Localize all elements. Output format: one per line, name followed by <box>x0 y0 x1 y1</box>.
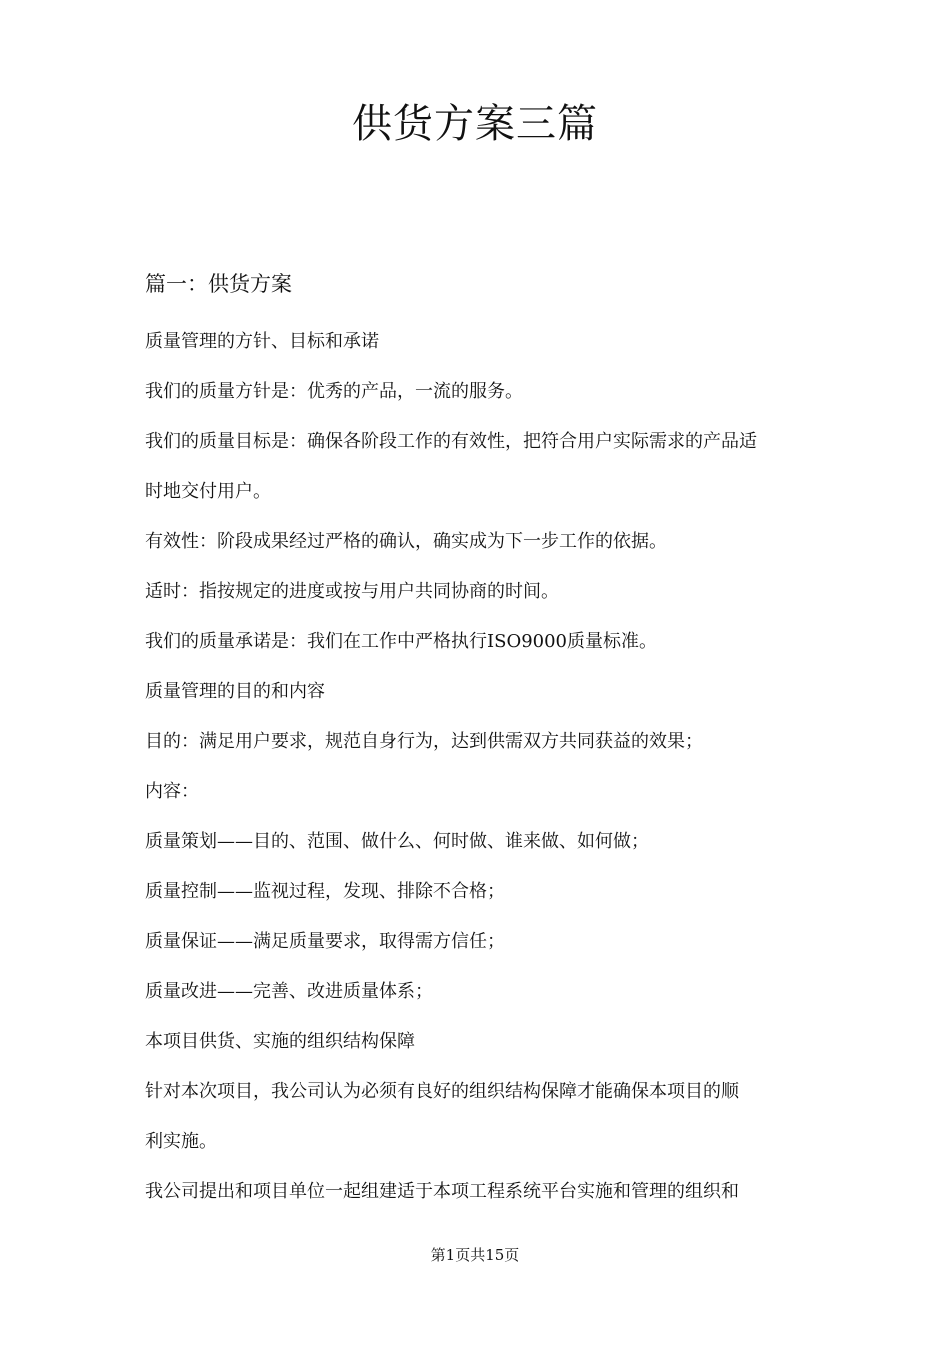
body-line: 本项目供货、实施的组织结构保障 <box>145 1031 415 1052</box>
body-line: 质量管理的方针、目标和承诺 <box>145 331 379 352</box>
body-line: 质量管理的目的和内容 <box>145 681 325 702</box>
body-line: 质量保证——满足质量要求，取得需方信任； <box>145 931 505 952</box>
body-line: 我公司提出和项目单位一起组建适于本项工程系统平台实施和管理的组织和 <box>145 1181 739 1202</box>
body-line: 我们的质量目标是：确保各阶段工作的有效性，把符合用户实际需求的产品适 <box>145 431 757 452</box>
body-line: 内容： <box>145 781 199 802</box>
body-line: 利实施。 <box>145 1131 217 1152</box>
body-line: 质量策划——目的、范围、做什么、何时做、谁来做、如何做； <box>145 831 649 852</box>
document-body <box>145 327 810 1227</box>
page-footer: 第1页共15页 <box>430 1246 520 1264</box>
body-line: 有效性：阶段成果经过严格的确认，确实成为下一步工作的依据。 <box>145 531 667 552</box>
document-title: 供货方案三篇 <box>352 101 598 147</box>
body-line: 适时：指按规定的进度或按与用户共同协商的时间。 <box>145 581 559 602</box>
body-line: 目的：满足用户要求，规范自身行为，达到供需双方共同获益的效果； <box>145 731 703 752</box>
body-line: 针对本次项目，我公司认为必须有良好的组织结构保障才能确保本项目的顺 <box>145 1081 739 1102</box>
body-line: 我们的质量承诺是：我们在工作中严格执行ISO9000质量标准。 <box>145 631 658 652</box>
body-line: 质量控制——监视过程，发现、排除不合格； <box>145 881 505 902</box>
body-line: 时地交付用户。 <box>145 481 271 502</box>
body-line: 我们的质量方针是：优秀的产品，一流的服务。 <box>145 381 523 402</box>
body-line: 质量改进——完善、改进质量体系； <box>145 981 433 1002</box>
section-heading: 篇一：供货方案 <box>145 272 292 296</box>
